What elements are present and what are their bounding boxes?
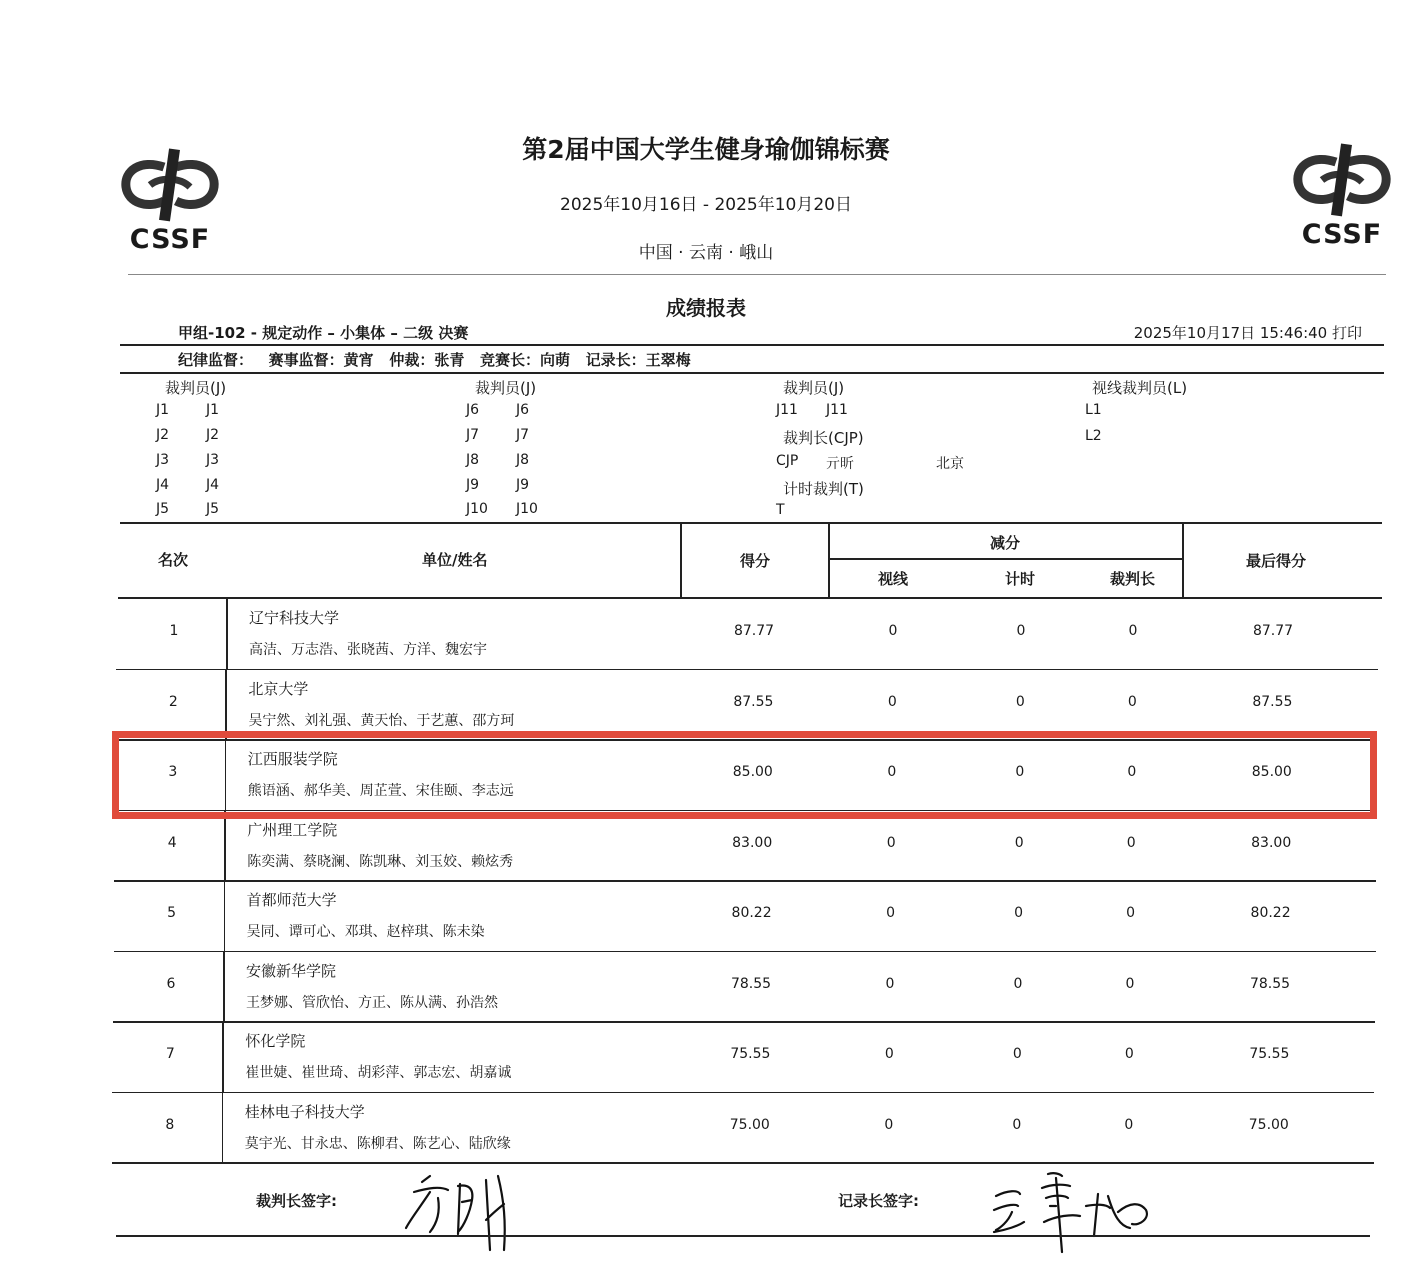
member-names: 莫宇光、甘永忠、陈柳君、陈艺心、陆欣缘 (244, 1135, 511, 1152)
time-cell: 0 (1014, 834, 1024, 851)
header-rank: 名次 (158, 551, 189, 569)
member-names: 吴同、谭可心、邓琪、赵梓琪、陈未染 (246, 924, 485, 940)
line-judge-code: L2 (1085, 428, 1102, 444)
line-cell: 0 (886, 905, 896, 921)
cjp-cell: 0 (1124, 1116, 1134, 1133)
line-cell: 0 (887, 764, 897, 780)
member-names: 熊语涵、郝华美、周芷萱、宋佳颐、李志远 (247, 783, 514, 799)
member-names: 吴宁然、刘礼强、黄天怡、于艺蕙、邵方珂 (248, 712, 515, 729)
final-cell: 75.00 (1248, 1116, 1289, 1133)
final-cell: 78.55 (1249, 975, 1291, 992)
row-border (112, 1162, 1374, 1164)
divider (120, 344, 1384, 346)
judges-header: 裁判员(J) (165, 379, 227, 397)
cjp-handwritten-signature (400, 1170, 530, 1255)
score-cell: 85.00 (732, 764, 773, 780)
cjp-signature-label: 裁判长签字: (256, 1192, 337, 1210)
judge-name: J2 (206, 427, 220, 443)
rank-cell: 8 (165, 1116, 175, 1133)
cjp-cell: 0 (1124, 1046, 1134, 1062)
time-cell: 0 (1012, 1046, 1022, 1062)
judge-name: J3 (206, 452, 220, 468)
member-names: 陈奕满、蔡晓澜、陈凯琳、刘玉姣、赖炫秀 (247, 853, 514, 870)
time-cell: 0 (1016, 623, 1026, 639)
final-cell: 83.00 (1251, 834, 1292, 851)
row-border (114, 880, 1376, 882)
cjp-cell: 0 (1127, 693, 1137, 710)
cjp-cell: 0 (1128, 623, 1138, 639)
row-divider (224, 880, 226, 951)
header-unit: 单位/姓名 (422, 551, 488, 569)
judge-code: J5 (156, 501, 170, 517)
row-divider (226, 598, 228, 669)
unit-name: 首都师范大学 (246, 891, 337, 909)
rank-cell: 6 (166, 975, 176, 992)
judge-code: J2 (156, 427, 170, 443)
rank-cell: 4 (167, 834, 177, 851)
timer-header: 计时裁判(T) (783, 480, 864, 498)
judge-code: J6 (466, 402, 480, 418)
header-time: 计时 (1005, 570, 1036, 588)
header-divider (128, 274, 1386, 275)
score-cell: 80.22 (731, 905, 772, 921)
judge-code: J10 (466, 501, 488, 517)
score-cell: 78.55 (730, 975, 772, 992)
line-judge-code: L1 (1085, 402, 1102, 418)
row-border (114, 951, 1376, 953)
final-cell: 87.55 (1252, 693, 1293, 710)
time-cell: 0 (1014, 905, 1024, 921)
row-divider (225, 669, 227, 740)
judge-name: J6 (516, 402, 530, 418)
header-final: 最后得分 (1246, 552, 1307, 570)
judge-code: J11 (776, 402, 798, 418)
col-border (1182, 522, 1184, 598)
row-border (113, 1021, 1375, 1023)
rank-cell: 1 (169, 623, 179, 639)
final-cell: 75.55 (1249, 1046, 1290, 1062)
judge-name: J5 (206, 501, 220, 517)
judge-code: J4 (156, 477, 170, 493)
rank-cell: 3 (168, 764, 178, 780)
member-names: 崔世婕、崔世琦、胡彩萍、郭志宏、胡嘉诚 (245, 1065, 512, 1081)
table-header-bottom (118, 597, 1382, 599)
judge-name: J1 (206, 402, 220, 418)
col-border (680, 522, 682, 598)
header-line: 视线 (878, 570, 909, 588)
judge-code: J9 (466, 477, 480, 493)
row-border (112, 1092, 1374, 1094)
report-title: 成绩报表 (666, 296, 746, 320)
score-cell: 87.55 (733, 693, 774, 710)
unit-name: 江西服装学院 (247, 750, 338, 768)
signature-bottom-line (116, 1235, 1370, 1237)
line-cell: 0 (884, 1116, 894, 1133)
cjp-cell: 0 (1126, 905, 1136, 921)
judge-name: J4 (206, 477, 220, 493)
line-judges-header: 视线裁判员(L) (1092, 379, 1188, 397)
rank-cell: 5 (167, 905, 177, 921)
deduction-divider (828, 558, 1182, 560)
header-cjp: 裁判长 (1110, 570, 1156, 588)
print-timestamp: 2025年10月17日 15:46:40 打印 (1133, 324, 1362, 342)
member-names: 高洁、万志浩、张晓茜、方洋、魏宏宇 (249, 642, 487, 658)
judge-name: J9 (516, 477, 530, 493)
row-divider (222, 1021, 224, 1092)
cjp-cell: 0 (1125, 975, 1135, 992)
judge-name: J8 (516, 452, 530, 468)
logo-text: CSSF (1301, 219, 1383, 250)
time-cell: 0 (1012, 1116, 1022, 1133)
header-score: 得分 (740, 552, 771, 570)
highlight-box (112, 731, 1377, 819)
score-cell: 75.55 (730, 1046, 771, 1062)
judge-code: J8 (466, 452, 480, 468)
competition-dates: 2025年10月16日 - 2025年10月20日 (560, 195, 852, 215)
col-border (828, 522, 830, 598)
judge-code: J3 (156, 452, 170, 468)
score-cell: 75.00 (729, 1116, 770, 1133)
judge-name: J7 (516, 427, 530, 443)
logo-text: CSSF (129, 224, 211, 255)
cjp-cell: 0 (1126, 834, 1136, 851)
line-cell: 0 (885, 975, 895, 992)
rank-cell: 7 (165, 1046, 175, 1062)
timer-code: T (776, 502, 785, 518)
judge-name: J11 (826, 402, 848, 418)
line-cell: 0 (887, 693, 897, 710)
unit-name: 桂林电子科技大学 (244, 1102, 365, 1121)
competition-location: 中国 · 云南 · 峨山 (638, 243, 774, 263)
competition-title: 第2届中国大学生健身瑜伽锦标赛 (522, 135, 890, 164)
row-divider (224, 810, 226, 881)
unit-name: 广州理工学院 (247, 820, 338, 839)
judges-header: 裁判员(J) (783, 379, 845, 397)
unit-name: 怀化学院 (245, 1032, 306, 1050)
recorder-signature-label: 记录长签字: (838, 1192, 919, 1210)
final-cell: 87.77 (1252, 623, 1294, 639)
judges-header: 裁判员(J) (475, 379, 537, 397)
score-cell: 83.00 (732, 834, 773, 851)
cjp-code: CJP (776, 453, 799, 469)
table-top-border (120, 522, 1382, 524)
cjp-header: 裁判长(CJP) (783, 429, 864, 447)
rank-cell: 2 (168, 693, 178, 710)
unit-name: 辽宁科技大学 (249, 609, 340, 627)
time-cell: 0 (1013, 975, 1023, 992)
line-cell: 0 (888, 623, 898, 639)
time-cell: 0 (1015, 764, 1025, 780)
judge-code: J7 (466, 427, 480, 443)
line-cell: 0 (886, 834, 896, 851)
final-cell: 85.00 (1251, 764, 1292, 780)
judge-name: J10 (516, 501, 538, 517)
score-cell: 87.77 (733, 623, 775, 639)
cjp-region: 北京 (936, 456, 964, 472)
cjp-name: 亓昕 (826, 456, 854, 472)
final-cell: 80.22 (1250, 905, 1291, 921)
row-divider (223, 951, 225, 1022)
cjp-cell: 0 (1127, 764, 1137, 780)
judge-code: J1 (156, 402, 170, 418)
time-cell: 0 (1015, 693, 1025, 710)
unit-name: 安徽新华学院 (246, 961, 337, 980)
header-deduction: 减分 (990, 534, 1021, 552)
row-border (116, 669, 1378, 671)
unit-name: 北京大学 (248, 679, 309, 698)
divider (120, 372, 1384, 374)
member-names: 王梦娜、管欣怡、方正、陈从满、孙浩然 (246, 994, 498, 1011)
line-cell: 0 (884, 1046, 894, 1062)
officials-line: 纪律监督： 赛事监督：黄宵 仲裁：张青 竞赛长：向萌 记录长：王翠梅 (178, 351, 691, 369)
event-name: 甲组-102 - 规定动作 – 小集体 – 二级 决赛 (178, 324, 469, 342)
recorder-handwritten-signature (990, 1166, 1160, 1258)
row-divider (222, 1092, 224, 1163)
